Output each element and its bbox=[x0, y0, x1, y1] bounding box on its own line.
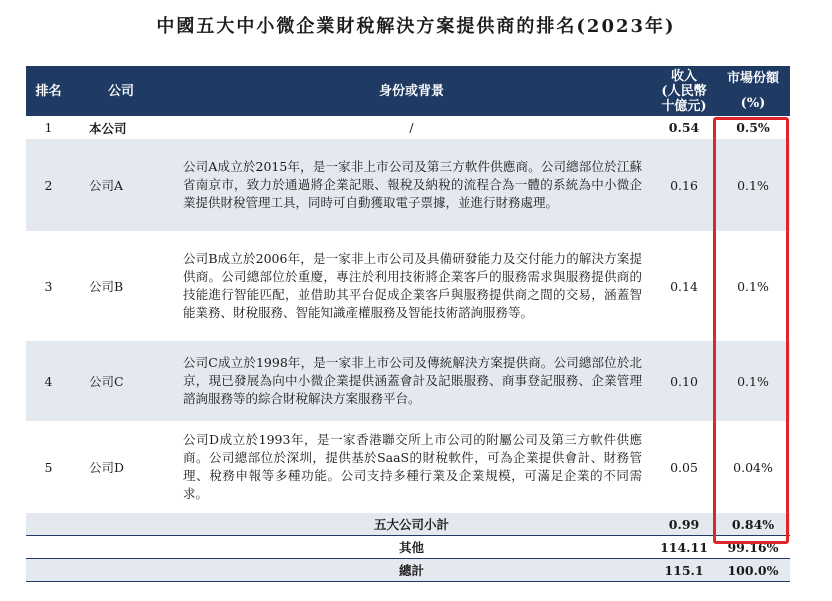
company-cell: 公司A bbox=[71, 139, 171, 231]
revenue-cell: 0.16 bbox=[652, 139, 716, 231]
share-cell: 0.1% bbox=[716, 231, 790, 341]
revenue-cell: 0.54 bbox=[652, 116, 716, 139]
header-rank: 排名 bbox=[26, 66, 71, 116]
others-share: 99.16% bbox=[716, 536, 790, 559]
rank-cell: 1 bbox=[26, 116, 71, 139]
company-cell: 公司B bbox=[71, 231, 171, 341]
subtotal-share: 0.84% bbox=[716, 513, 790, 536]
background-cell: 公司D成立於1993年，是一家香港聯交所上市公司的附屬公司及第三方軟件供應商。公司總部位於深圳，提供基於SaaS的財稅軟件，可為企業提供會計、財務管理、稅務申報等多種功能。公司支持多種行業及企業規模，可滿足企業的不同需求。 bbox=[171, 421, 652, 513]
total-row bbox=[26, 559, 790, 582]
header-share-line1: 市場份額 bbox=[726, 71, 779, 86]
others-revenue: 114.11 bbox=[652, 536, 716, 559]
share-cell: 0.5% bbox=[716, 116, 790, 139]
rank-cell: 3 bbox=[26, 231, 71, 341]
company-cell: 本公司 bbox=[71, 116, 171, 139]
table-row bbox=[26, 231, 790, 341]
revenue-cell: 0.10 bbox=[652, 341, 716, 421]
background-cell: 公司A成立於2015年，是一家非上市公司及第三方軟件供應商。公司總部位於江蘇省南京市，致力於通過將企業記賬、報稅及納稅的流程合為一體的系統為中小微企業提供財稅管理工具，同時可自動獲取電子票據，並進行財務處理。 bbox=[171, 139, 652, 231]
table-row bbox=[26, 341, 790, 421]
header-share bbox=[716, 66, 790, 116]
others-row bbox=[26, 536, 790, 559]
others-label: 其他 bbox=[171, 536, 652, 559]
table-row bbox=[26, 116, 790, 139]
header-revenue bbox=[652, 66, 716, 116]
subtotal-label: 五大公司小計 bbox=[171, 513, 652, 536]
share-cell: 0.1% bbox=[716, 341, 790, 421]
revenue-cell: 0.14 bbox=[652, 231, 716, 341]
header-background: 身份或背景 bbox=[171, 66, 652, 116]
header-revenue-line1: 收入 bbox=[670, 68, 697, 84]
header-revenue-line2: (人民幣 bbox=[661, 83, 707, 99]
rank-cell: 2 bbox=[26, 139, 71, 231]
rank-cell: 4 bbox=[26, 341, 71, 421]
page-title: 中國五大中小微企業財稅解決方案提供商的排名(2023年) bbox=[156, 16, 676, 37]
ranking-table bbox=[26, 66, 790, 582]
share-cell: 0.04% bbox=[716, 421, 790, 513]
table-row bbox=[26, 139, 790, 231]
background-cell: 公司B成立於2006年，是一家非上市公司及具備研發能力及交付能力的解決方案提供商。公司總部位於重慶，專注於利用技術將企業客戶的服務需求與服務提供商的技能進行智能匹配，並借助其平台促成企業客戶與服務提供商之間的交易，涵蓋智能業務、財稅服務、智能知識產權服務及智能技術諮詢服務等。 bbox=[171, 231, 652, 341]
company-cell: 公司D bbox=[71, 421, 171, 513]
share-cell: 0.1% bbox=[716, 139, 790, 231]
background-cell: 公司C成立於1998年，是一家非上市公司及傳統解決方案提供商。公司總部位於北京，現已發展為向中小微企業提供涵蓋會計及記賬服務、商事登記服務、企業管理諮詢服務等的綜合財稅解決方案服務平台。 bbox=[171, 341, 652, 421]
header-company: 公司 bbox=[71, 66, 171, 116]
header-revenue-line3: 十億元) bbox=[661, 98, 707, 114]
subtotal-revenue: 0.99 bbox=[652, 513, 716, 536]
total-label: 總計 bbox=[171, 559, 652, 582]
background-cell: / bbox=[171, 116, 652, 139]
total-revenue: 115.1 bbox=[652, 559, 716, 582]
company-cell: 公司C bbox=[71, 341, 171, 421]
rank-cell: 5 bbox=[26, 421, 71, 513]
table-row bbox=[26, 421, 790, 513]
total-share: 100.0% bbox=[716, 559, 790, 582]
revenue-cell: 0.05 bbox=[652, 421, 716, 513]
market-share-highlight-box bbox=[713, 117, 789, 544]
table-header-row bbox=[26, 66, 790, 116]
header-share-line2: (%) bbox=[740, 96, 766, 111]
subtotal-row bbox=[26, 513, 790, 536]
